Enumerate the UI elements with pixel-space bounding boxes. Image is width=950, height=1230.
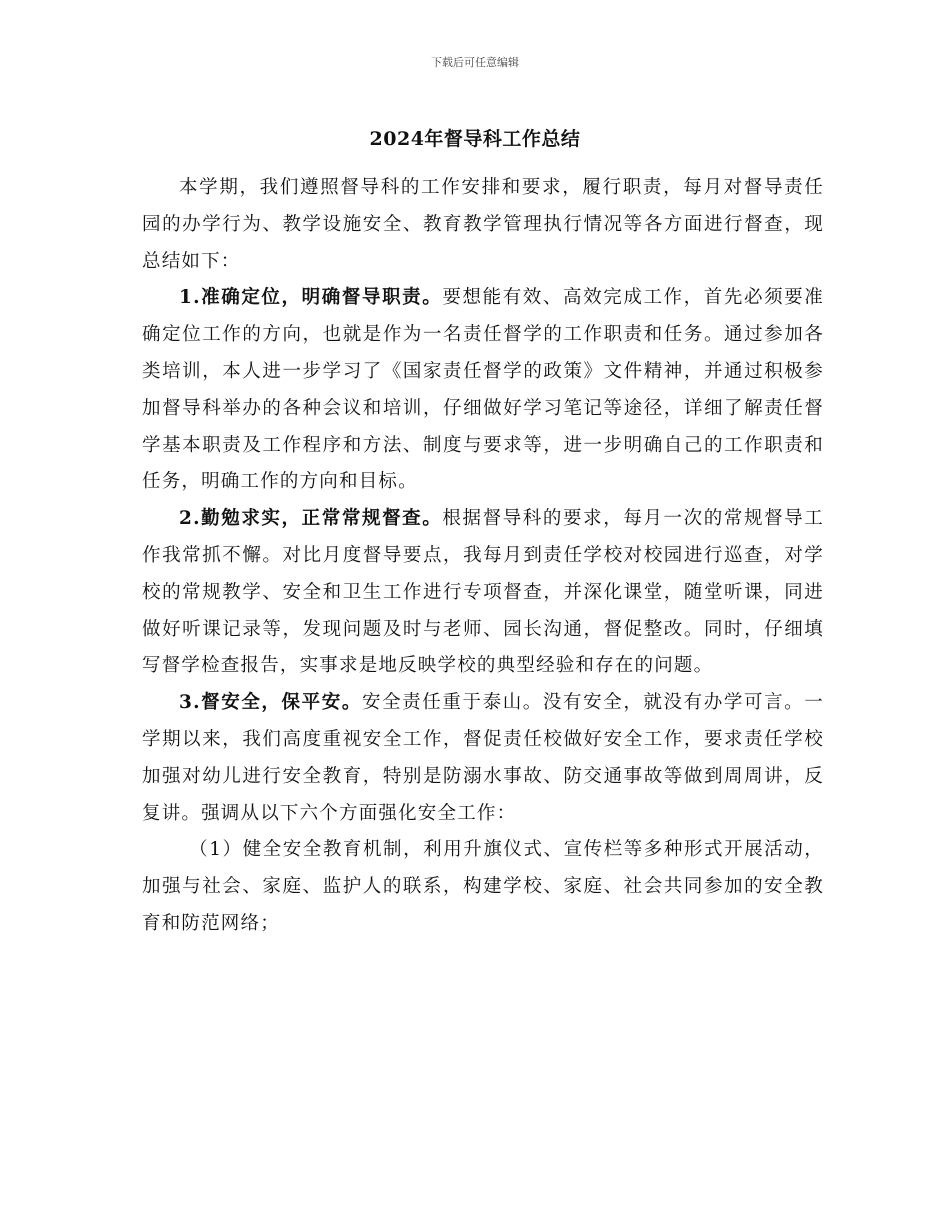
section-3-text: 安全责任重于泰山。没有安全，就没有办学可言。一学期以来，我们高度重视安全工作，督促责任校做好安全工作，要求责任学校加强对幼儿进行安全教育，特别是防溺水事故、防交通事故等做到周周讲，反复讲。强调从以下六个方面强化安全工作： bbox=[142, 692, 824, 824]
section-3-heading: 3.督安全，保平安。 bbox=[179, 692, 362, 714]
subitem-1-paragraph: （1）健全安全教育机制，利用升旗仪式、宣传栏等多种形式开展活动，加强与社会、家庭、监护人的联系，构建学校、家庭、社会共同参加的安全教育和防范网络； bbox=[142, 839, 824, 934]
section-3-paragraph bbox=[142, 685, 824, 832]
intro-paragraph: 本学期，我们遵照督导科的工作安排和要求，履行职责，每月对督导责任园的办学行为、教学设施安全、教育教学管理执行情况等各方面进行督查，现总结如下： bbox=[142, 177, 824, 272]
section-2-paragraph bbox=[142, 501, 824, 685]
section-2-text: 根据督导科的要求，每月一次的常规督导工作我常抓不懈。对比月度督导要点，我每月到责任学校对校园进行巡查，对学校的常规教学、安全和卫生工作进行专项督查，并深化课堂，随堂听课，同进做好听课记录等，发现问题及时与老师、园长沟通，督促整改。同时，仔细填写督学检查报告，实事求是地反映学校的典型经验和存在的问题。 bbox=[142, 508, 824, 677]
section-2-heading: 2.勤勉求实，正常常规督查。 bbox=[179, 508, 443, 530]
document-title: 2024年督导科工作总结 bbox=[369, 128, 581, 150]
section-1-heading: 1.准确定位，明确督导职责。 bbox=[179, 287, 443, 309]
section-1-paragraph bbox=[142, 280, 824, 501]
document-body bbox=[142, 170, 824, 943]
section-1-text: 要想能有效、高效完成工作，首先必须要准确定位工作的方向，也就是作为一名责任督学的工作职责和任务。通过参加各类培训，本人进一步学习了《国家责任督学的政策》文件精神，并通过积极参加督导科举办的各种会议和培训，仔细做好学习笔记等途径，详细了解责任督学基本职责及工作程序和方法、制度与要求等，进一步明确自己的工作职责和任务，明确工作的方向和目标。 bbox=[142, 287, 824, 493]
header-note: 下载后可任意编辑 bbox=[431, 56, 519, 69]
